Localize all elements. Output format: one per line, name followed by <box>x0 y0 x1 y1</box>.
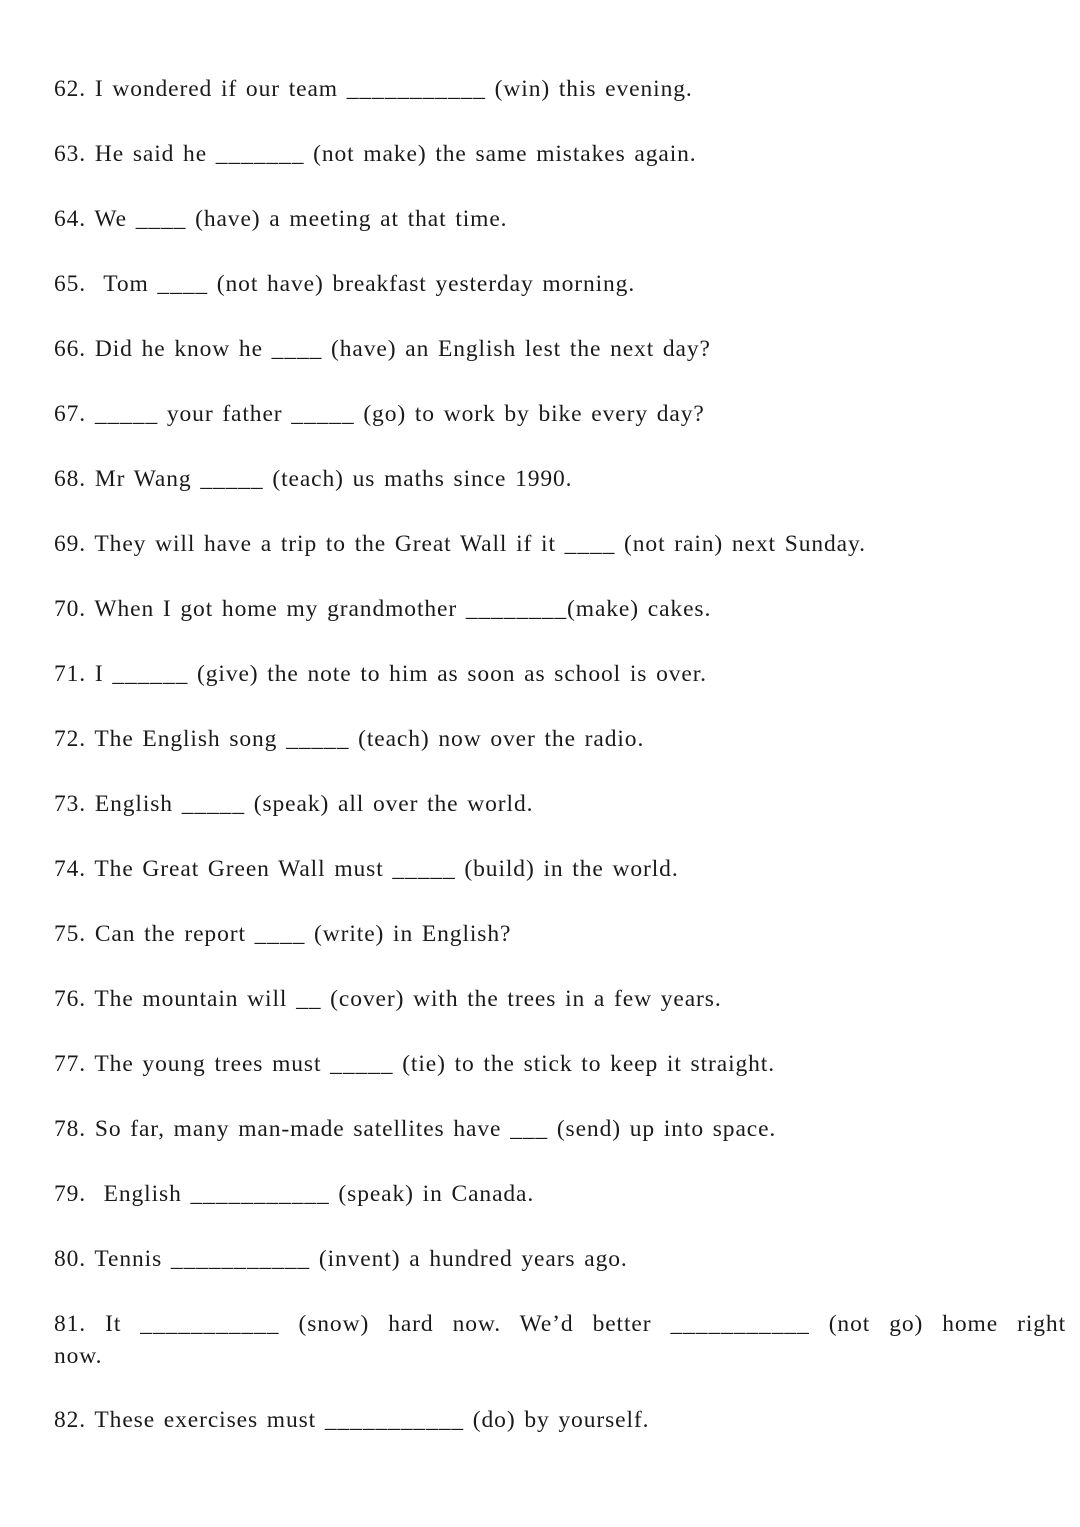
exercise-82: 82. These exercises must ___________ (do) by yourself. <box>54 1407 650 1433</box>
exercise-sheet <box>54 73 1066 1469</box>
exercise-79: 79. English ___________ (speak) in Canada. <box>54 1181 535 1207</box>
exercise-81-line-2: now. <box>54 1343 103 1369</box>
exercise-62: 62. I wondered if our team ___________ (win) this evening. <box>54 76 693 102</box>
exercise-81-line-1: 81. It ___________ (snow) hard now. We’d better ___________ (not go) home right <box>54 1311 1066 1337</box>
exercise-81 <box>54 1308 1066 1372</box>
exercise-64: 64. We ____ (have) a meeting at that time. <box>54 206 508 232</box>
exercise-72: 72. The English song _____ (teach) now over the radio. <box>54 726 645 752</box>
exercise-76: 76. The mountain will __ (cover) with the trees in a few years. <box>54 986 722 1012</box>
exercise-80: 80. Tennis ___________ (invent) a hundred years ago. <box>54 1246 628 1272</box>
exercise-74: 74. The Great Green Wall must _____ (build) in the world. <box>54 856 679 882</box>
exercise-73: 73. English _____ (speak) all over the world. <box>54 791 534 817</box>
exercise-67: 67. _____ your father _____ (go) to work by bike every day? <box>54 401 705 427</box>
exercise-65: 65. Tom ____ (not have) breakfast yesterday morning. <box>54 271 636 297</box>
exercise-71: 71. I ______ (give) the note to him as soon as school is over. <box>54 661 707 687</box>
exercise-78: 78. So far, many man-made satellites have ___ (send) up into space. <box>54 1116 777 1142</box>
exercise-69: 69. They will have a trip to the Great Wall if it ____ (not rain) next Sunday. <box>54 531 866 557</box>
exercise-77: 77. The young trees must _____ (tie) to the stick to keep it straight. <box>54 1051 775 1077</box>
exercise-66: 66. Did he know he ____ (have) an English lest the next day? <box>54 336 711 362</box>
exercise-75: 75. Can the report ____ (write) in English? <box>54 921 512 947</box>
exercise-68: 68. Mr Wang _____ (teach) us maths since 1990. <box>54 466 573 492</box>
exercise-63: 63. He said he _______ (not make) the same mistakes again. <box>54 141 697 167</box>
exercise-70: 70. When I got home my grandmother ________(make) cakes. <box>54 596 712 622</box>
